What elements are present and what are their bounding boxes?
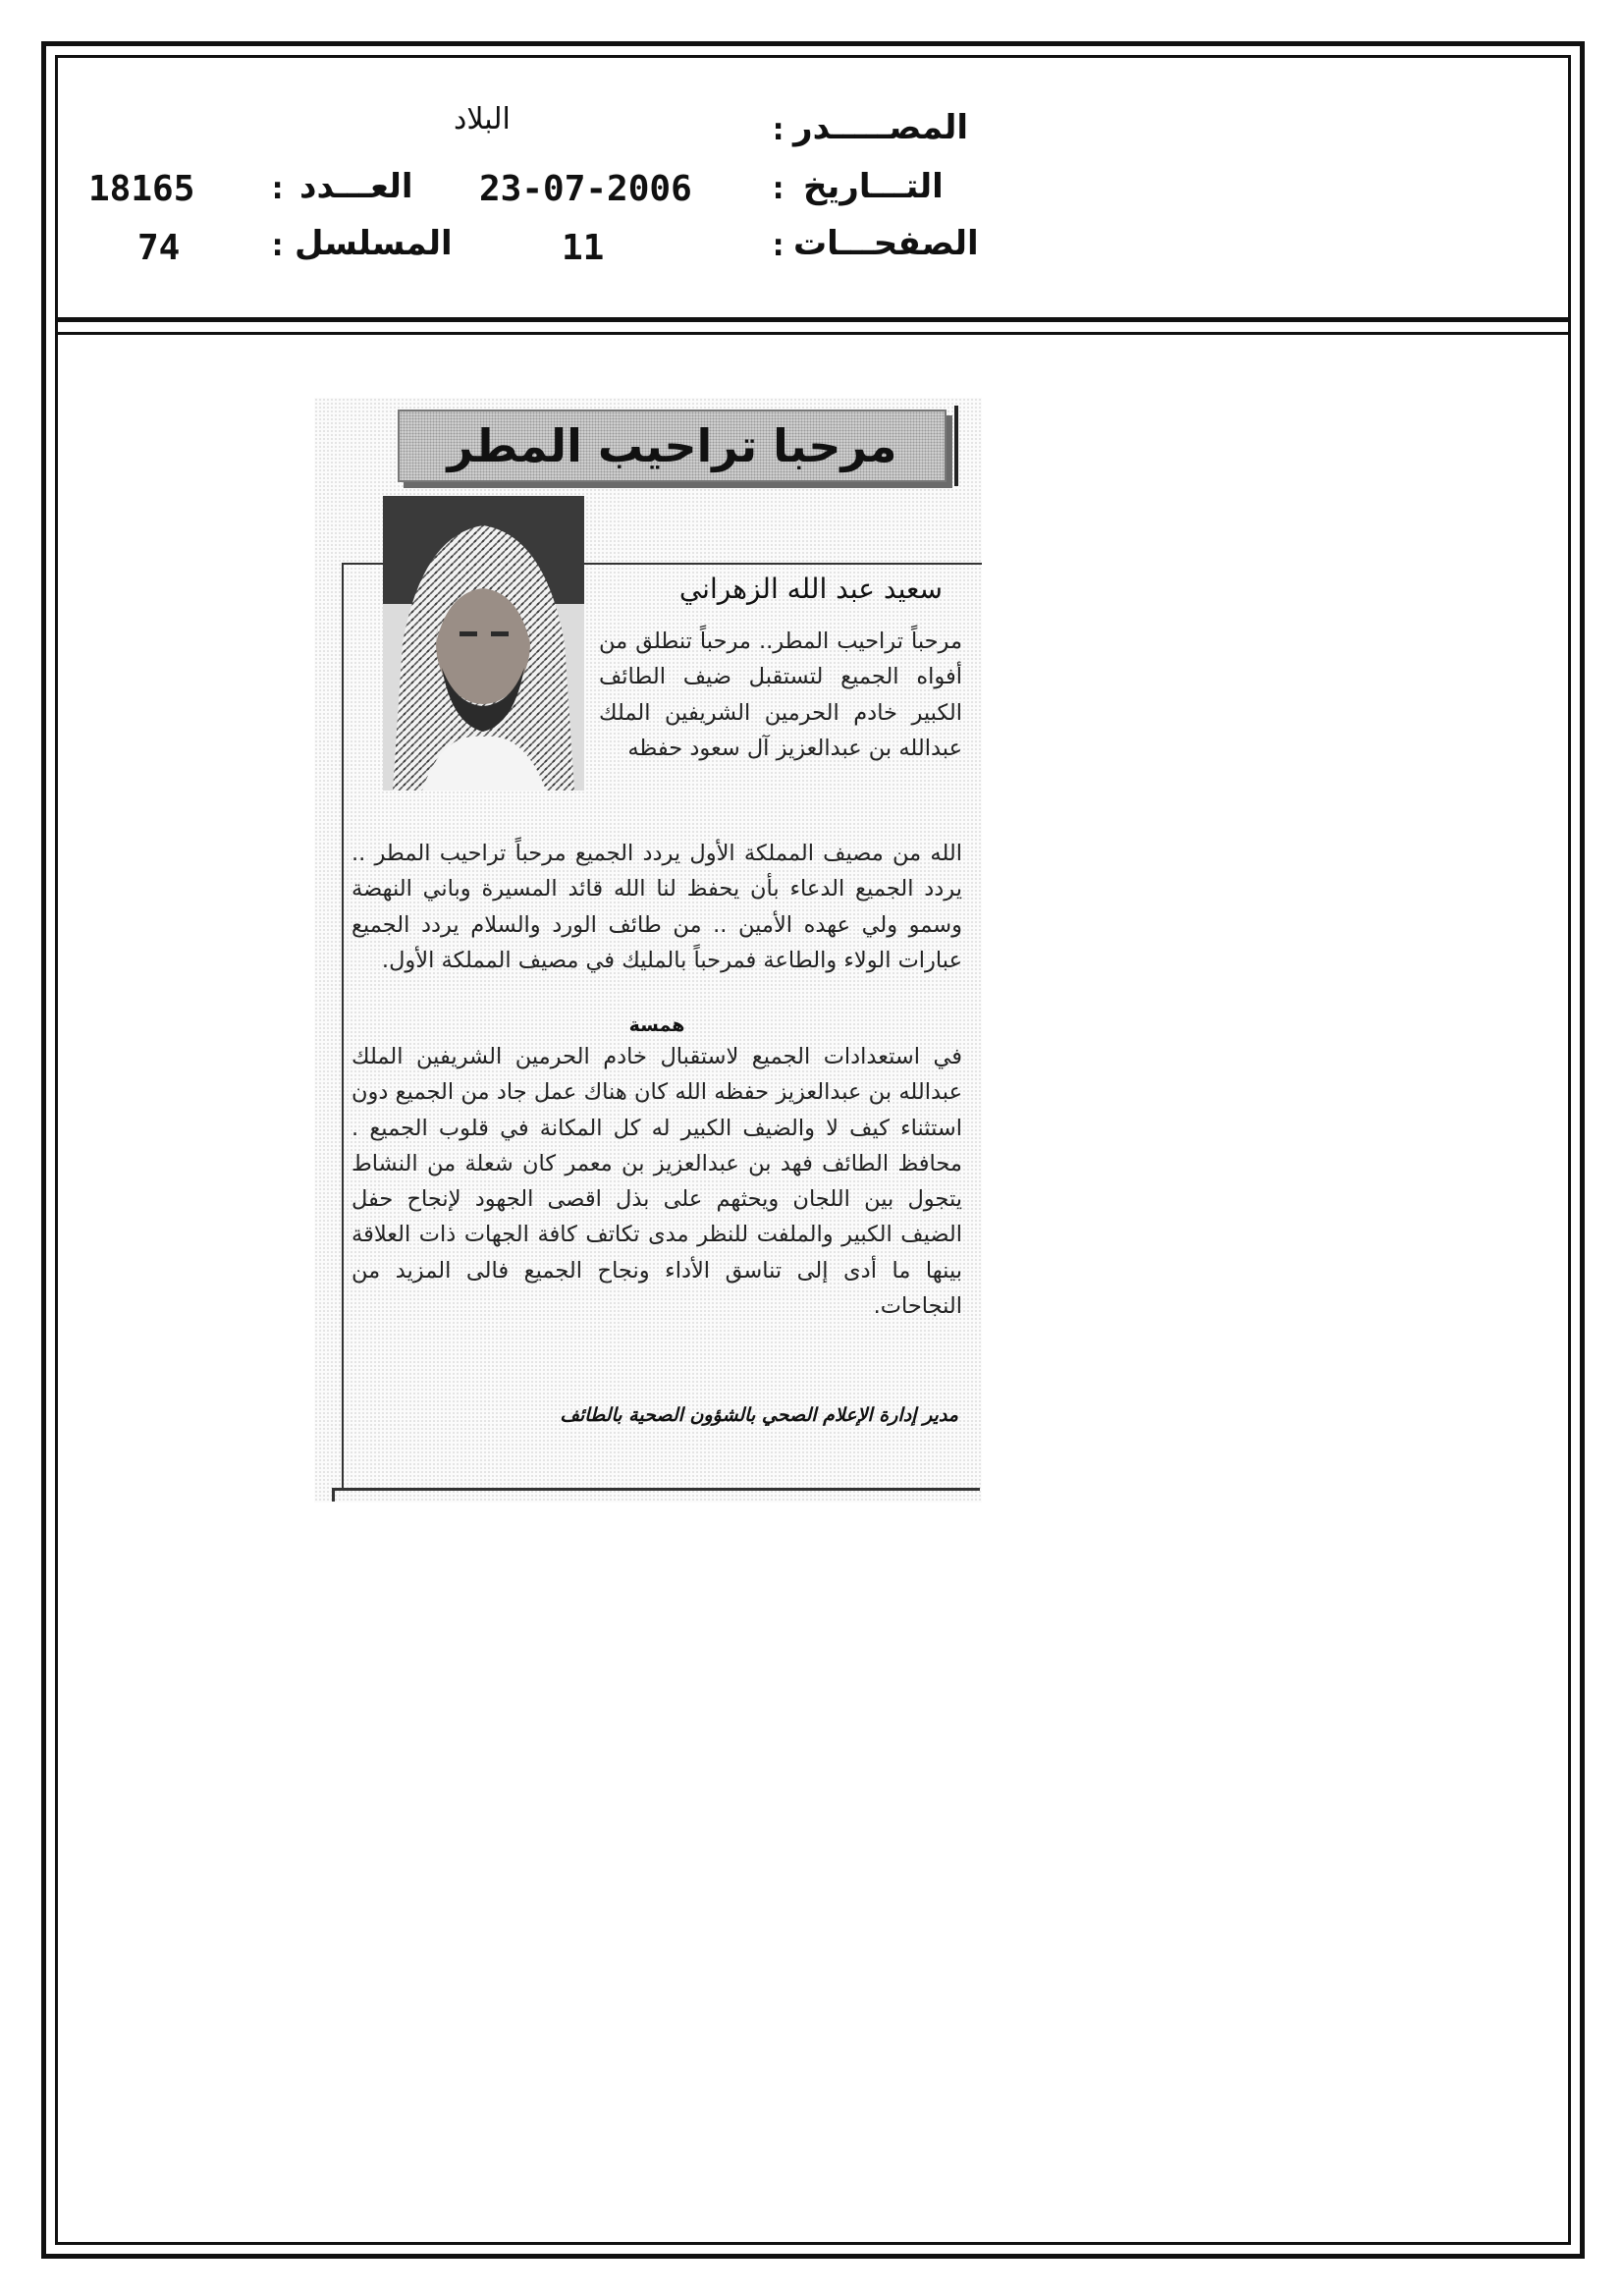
issue-colon: : bbox=[268, 169, 288, 206]
serial-value: 74 bbox=[137, 228, 181, 268]
pages-label: الصفحـــات bbox=[793, 224, 979, 263]
source-label: المصـــــدر bbox=[793, 108, 969, 147]
source-value: البلاد bbox=[454, 102, 511, 137]
title-accent-bar bbox=[954, 406, 958, 486]
serial-colon: : bbox=[268, 226, 288, 263]
header-separator bbox=[55, 317, 1571, 322]
bottom-rule-tick bbox=[332, 1488, 335, 1502]
date-value: 23-07-2006 bbox=[479, 169, 692, 209]
article-paragraph-2: الله من مصيف المملكة الأول يردد الجميع مرحباً تراحيب المطر .. يردد الجميع الدعاء بأن يحفظ لنا الله قائد المسيرة وباني النهضة وسمو ولي عهده الأمين .. من طائف الورد والسلام يردد الجميع عبارات الولاء والطاعة فمرحباً بالمليك في مصيف المملكة الأول. bbox=[352, 841, 962, 973]
article-subheading: همسة bbox=[628, 1014, 685, 1036]
author-name: سعيد عبد الله الزهراني bbox=[678, 573, 943, 605]
article-paragraph-3: في استعدادات الجميع لاستقبال خادم الحرمين الشريفين الملك عبدالله بن عبدالعزيز حفظه الله كان هناك عمل جاد من الجميع دون استثناء كيف لا والضيف الكبير له كل المكانة في قلوب الجميع . محافظ الطائف فهد بن عبدالعزيز بن معمر كان شعلة من النشاط يتجول بين اللجان ويحثهم على بذل اقصى الجهود لإنجاح حفل الضيف الكبير والملفت للنظر مدى تكاتف كافة الجهات ذات العلاقة بينها ما أدى إلى تناسق الأداء ونجاح الجميع فالى المزيد من النجاحات. bbox=[352, 1044, 962, 1320]
article-title-box bbox=[398, 410, 947, 482]
pages-colon: : bbox=[769, 226, 788, 263]
article-paragraph-1: مرحباً تراحيب المطر.. مرحباً تنطلق من أفواه الجميع لتستقبل ضيف الطائف الكبير خادم الحرمين الشريفين الملك عبدالله بن عبدالعزيز آل سعود حفظه bbox=[599, 629, 962, 761]
author-title-footer: مدير إدارة الإعلام الصحي بالشؤون الصحية بالطائف bbox=[560, 1404, 958, 1426]
issue-label: العـــدد bbox=[299, 167, 413, 206]
newspaper-clipping bbox=[314, 398, 992, 1507]
article-title: مرحبا تراحيب المطر bbox=[447, 419, 897, 472]
issue-value: 18165 bbox=[88, 169, 195, 209]
serial-label: المسلسل bbox=[295, 224, 453, 263]
bottom-rule bbox=[332, 1488, 980, 1491]
date-label: التـــاريخ bbox=[803, 167, 944, 206]
pages-value: 11 bbox=[562, 228, 605, 268]
header-separator-secondary bbox=[55, 332, 1571, 335]
source-colon: : bbox=[769, 110, 788, 147]
author-portrait-image bbox=[383, 496, 584, 791]
author-photo bbox=[383, 496, 584, 791]
date-colon: : bbox=[769, 169, 788, 206]
